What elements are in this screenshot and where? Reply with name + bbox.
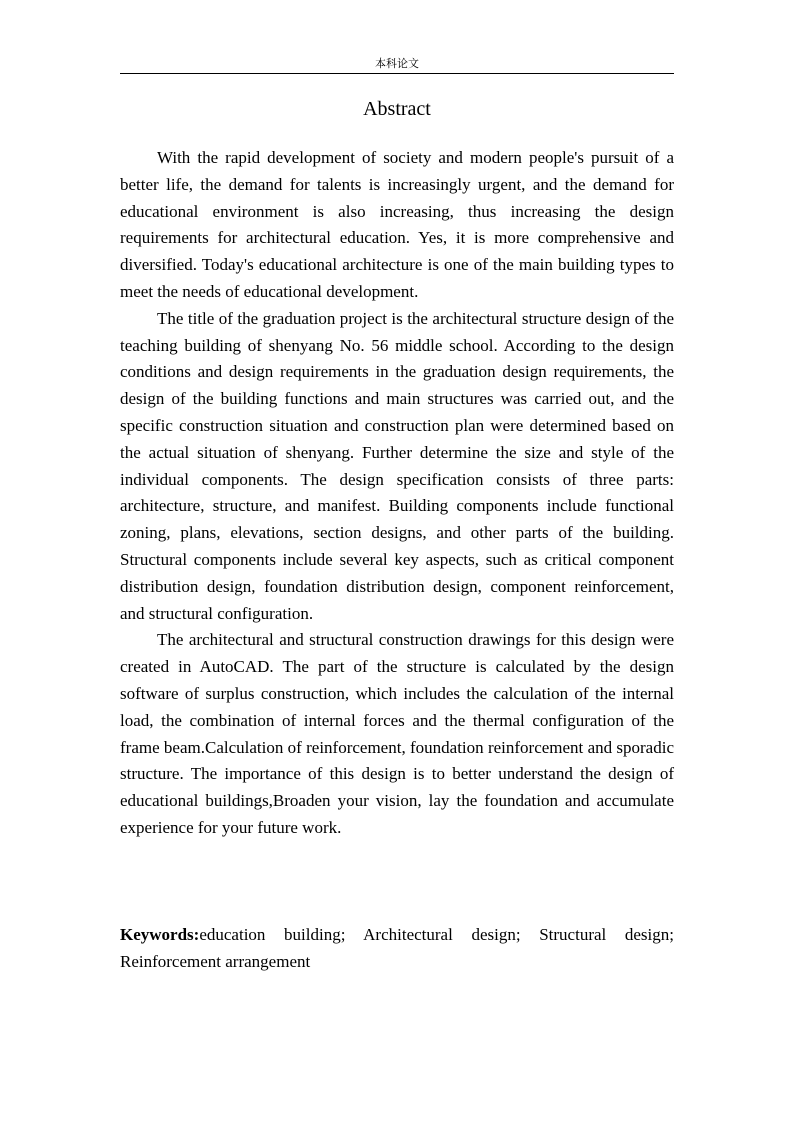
running-header: 本科论文 (375, 57, 419, 70)
keywords-label: Keywords: (120, 925, 200, 944)
abstract-paragraph-1: With the rapid development of society and modern people's pursuit of a better life, the demand for talents is increasingly urgent, and the demand for educational environment is also increasing, thus increasing the design requirements for architectural education. Yes, it is more comprehensive and diversified. Today's educational architecture is one of the main building types to meet the needs of educational development. (120, 148, 674, 301)
keywords-line (120, 922, 674, 976)
abstract-body (120, 145, 674, 842)
keywords-text: education building; Architectural design; Structural design; Reinforcement arrangement (120, 925, 674, 971)
header-rule (120, 73, 674, 74)
abstract-paragraph-3: The architectural and structural construction drawings for this design were created in AutoCAD. The part of the structure is calculated by the design software of surplus construction, which includes the calculation of the internal load, the combination of internal forces and the thermal configuration of the frame beam.Calculation of reinforcement, foundation reinforcement and sporadic structure. The importance of this design is to better understand the design of educational buildings,Broaden your vision, lay the foundation and accumulate experience for your future work. (120, 630, 674, 837)
abstract-title: Abstract (363, 98, 431, 120)
abstract-paragraph-2: The title of the graduation project is the architectural structure design of the teaching building of shenyang No. 56 middle school. According to the design conditions and design requirements in the graduation design requirements, the design of the building functions and main structures was carried out, and the specific construction situation and construction plan were determined based on the actual situation of shenyang. Further determine the size and style of the individual components. The design specification consists of three parts: architecture, structure, and manifest. Building components include functional zoning, plans, elevations, section designs, and other parts of the building. Structural components include several key aspects, such as critical component distribution design, foundation distribution design, component reinforcement, and structural configuration. (120, 308, 674, 623)
